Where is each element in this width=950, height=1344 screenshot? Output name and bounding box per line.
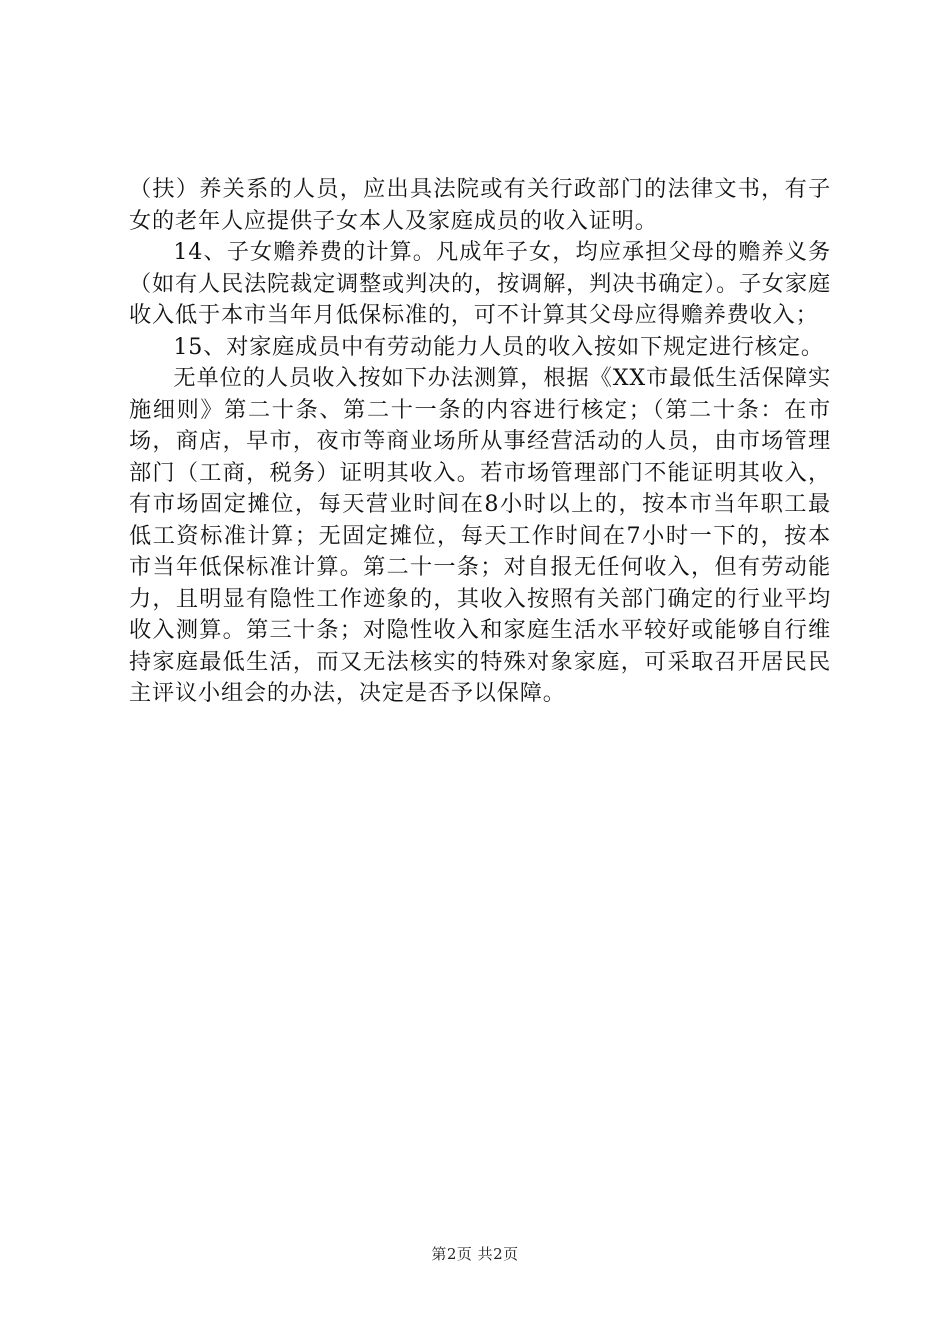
paragraph-item-15: 15、对家庭成员中有劳动能力人员的收入按如下规定进行核定。: [173, 333, 824, 360]
paragraph-continuation: （扶）养关系的人员，应出具法院或有关行政部门的法律文书，有子女的老年人应提供子女本人及家庭成员的收入证明。: [129, 176, 831, 234]
page-footer: 第2页 共2页: [431, 1245, 519, 1263]
document-body: [129, 174, 831, 710]
paragraph-income-rules: 无单位的人员收入按如下办法测算，根据《XX市最低生活保障实施细则》第二十条、第二十一条的内容进行核定；（第二十条：在市场，商店，早市，夜市等商业场所从事经营活动的人员，由市场管理部门（工商，税务）证明其收入。若市场管理部门不能证明其收入，有市场固定摊位，每天营业时间在8小时以上的，按本市当年职工最低工资标准计算；无固定摊位，每天工作时间在7小时一下的，按本市当年低保标准计算。第二十一条；对自报无任何收入，但有劳动能力，且明显有隐性工作迹象的，其收入按照有关部门确定的行业平均收入测算。第三十条；对隐性收入和家庭生活水平较好或能够自行维持家庭最低生活，而又无法核实的特殊对象家庭，可采取召开居民民主评议小组会的办法，决定是否予以保障。: [129, 365, 831, 706]
paragraph-item-14: 14、子女赡养费的计算。凡成年子女，均应承担父母的赡养义务（如有人民法院裁定调整或判决的，按调解，判决书确定）。子女家庭收入低于本市当年月低保标准的，可不计算其父母应得赡养费收入；: [129, 239, 831, 328]
